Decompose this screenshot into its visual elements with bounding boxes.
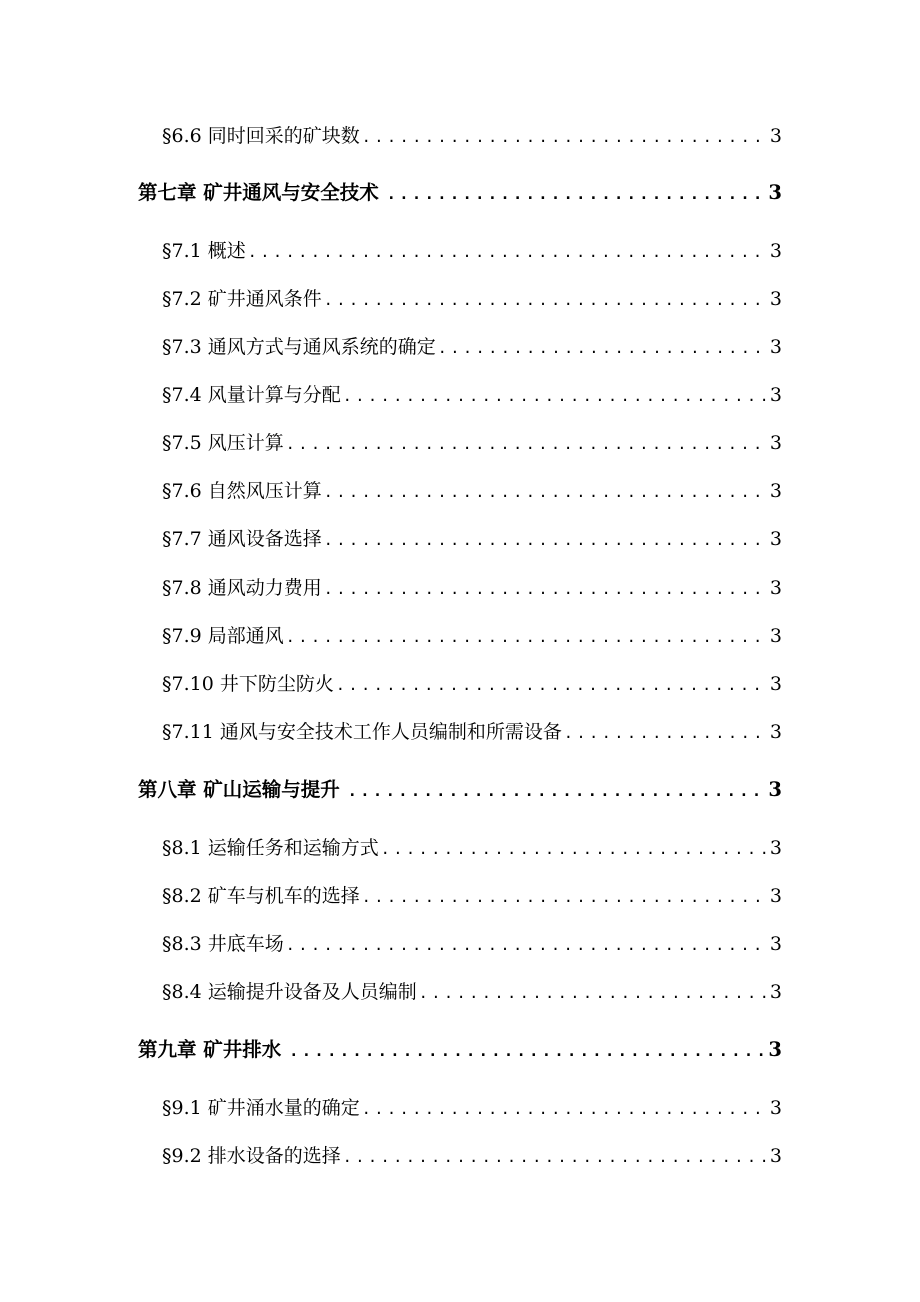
dot-leader	[324, 285, 768, 315]
dot-leader	[286, 622, 768, 652]
dot-leader	[343, 1142, 768, 1172]
toc-page-number: 3	[769, 981, 782, 1003]
dot-leader	[438, 333, 768, 363]
toc-page-number: 3	[769, 336, 782, 358]
toc-page-number: 3	[769, 240, 782, 262]
toc-page-number: 3	[769, 384, 782, 406]
toc-page-number: 3	[769, 1097, 782, 1119]
toc-entry-title: §7.9 局部通风	[162, 625, 284, 647]
dot-leader	[381, 834, 768, 864]
toc-entry-title: §7.8 通风动力费用	[162, 577, 322, 599]
toc-chapter-8[interactable]	[138, 775, 782, 805]
toc-entry-7-5[interactable]	[162, 428, 782, 458]
toc-entry-title: §7.11 通风与安全技术工作人员编制和所需设备	[162, 721, 562, 743]
toc-entry-7-11[interactable]	[162, 717, 782, 747]
toc-entry-title: §7.4 风量计算与分配	[162, 384, 341, 406]
toc-page-number: 3	[769, 577, 782, 599]
toc-page-number: 3	[769, 432, 782, 454]
dot-leader	[348, 776, 767, 806]
toc-entry-title: §7.5 风压计算	[162, 432, 284, 454]
toc-entry-8-1[interactable]	[162, 833, 782, 863]
toc-page-number: 3	[768, 778, 782, 801]
toc-page-number: 3	[769, 673, 782, 695]
toc-page-number: 3	[769, 480, 782, 502]
toc-entry-title: §9.2 排水设备的选择	[162, 1145, 341, 1167]
toc-page-number: 3	[769, 721, 782, 743]
toc-entry-7-7[interactable]	[162, 524, 782, 554]
toc-entry-title: §7.10 井下防尘防火	[162, 673, 334, 695]
toc-entry-8-3[interactable]	[162, 929, 782, 959]
dot-leader	[419, 978, 768, 1008]
toc-page-number: 3	[769, 933, 782, 955]
toc-entry-7-3[interactable]	[162, 332, 782, 362]
toc-chapter-title: 第八章 矿山运输与提升	[138, 778, 340, 801]
dot-leader	[564, 718, 768, 748]
dot-leader	[362, 882, 768, 912]
toc-chapter-title: 第九章 矿井排水	[138, 1038, 282, 1061]
toc-chapter-9[interactable]	[138, 1035, 782, 1065]
toc-page-number: 3	[768, 1038, 782, 1061]
toc-entry-title: §8.1 运输任务和运输方式	[162, 837, 379, 859]
toc-entry-7-9[interactable]	[162, 621, 782, 651]
toc-entry-9-2[interactable]	[162, 1141, 782, 1171]
toc-entry-7-8[interactable]	[162, 573, 782, 603]
dot-leader	[387, 179, 767, 209]
toc-page-number: 3	[769, 528, 782, 550]
toc-entry-title: §9.1 矿井涌水量的确定	[162, 1097, 360, 1119]
dot-leader	[286, 429, 768, 459]
toc-entry-title: §7.7 通风设备选择	[162, 528, 322, 550]
toc-entry-title: §8.2 矿车与机车的选择	[162, 885, 360, 907]
dot-leader	[286, 930, 768, 960]
toc-entry-7-2[interactable]	[162, 284, 782, 314]
dot-leader	[336, 670, 768, 700]
dot-leader	[324, 574, 768, 604]
toc-entry-7-1[interactable]	[162, 236, 782, 266]
toc-page-number: 3	[769, 288, 782, 310]
toc-entry-title: §6.6 同时回采的矿块数	[162, 125, 360, 147]
dot-leader	[248, 237, 768, 267]
toc-entry-title: §7.6 自然风压计算	[162, 480, 322, 502]
dot-leader	[343, 381, 768, 411]
toc-page-number: 3	[769, 1145, 782, 1167]
toc-entry-8-2[interactable]	[162, 881, 782, 911]
toc-entry-title: §7.3 通风方式与通风系统的确定	[162, 336, 436, 358]
toc-entry-6-6[interactable]	[162, 121, 782, 151]
toc-chapter-7[interactable]	[138, 178, 782, 208]
toc-entry-7-10[interactable]	[162, 669, 782, 699]
toc-page-number: 3	[769, 125, 782, 147]
toc-page-number: 3	[769, 837, 782, 859]
dot-leader	[324, 525, 768, 555]
toc-entry-title: §8.4 运输提升设备及人员编制	[162, 981, 417, 1003]
toc-entry-title: §8.3 井底车场	[162, 933, 284, 955]
toc-chapter-title: 第七章 矿井通风与安全技术	[138, 181, 379, 204]
toc-page-number: 3	[768, 181, 782, 204]
dot-leader	[362, 1094, 768, 1124]
toc-entry-9-1[interactable]	[162, 1093, 782, 1123]
dot-leader	[362, 122, 768, 152]
toc-page-number: 3	[769, 885, 782, 907]
toc-entry-7-6[interactable]	[162, 476, 782, 506]
dot-leader	[324, 477, 768, 507]
toc-entry-title: §7.2 矿井通风条件	[162, 288, 322, 310]
dot-leader	[289, 1036, 766, 1066]
toc-entry-8-4[interactable]	[162, 977, 782, 1007]
toc-entry-title: §7.1 概述	[162, 240, 246, 262]
toc-page-number: 3	[769, 625, 782, 647]
toc-entry-7-4[interactable]	[162, 380, 782, 410]
